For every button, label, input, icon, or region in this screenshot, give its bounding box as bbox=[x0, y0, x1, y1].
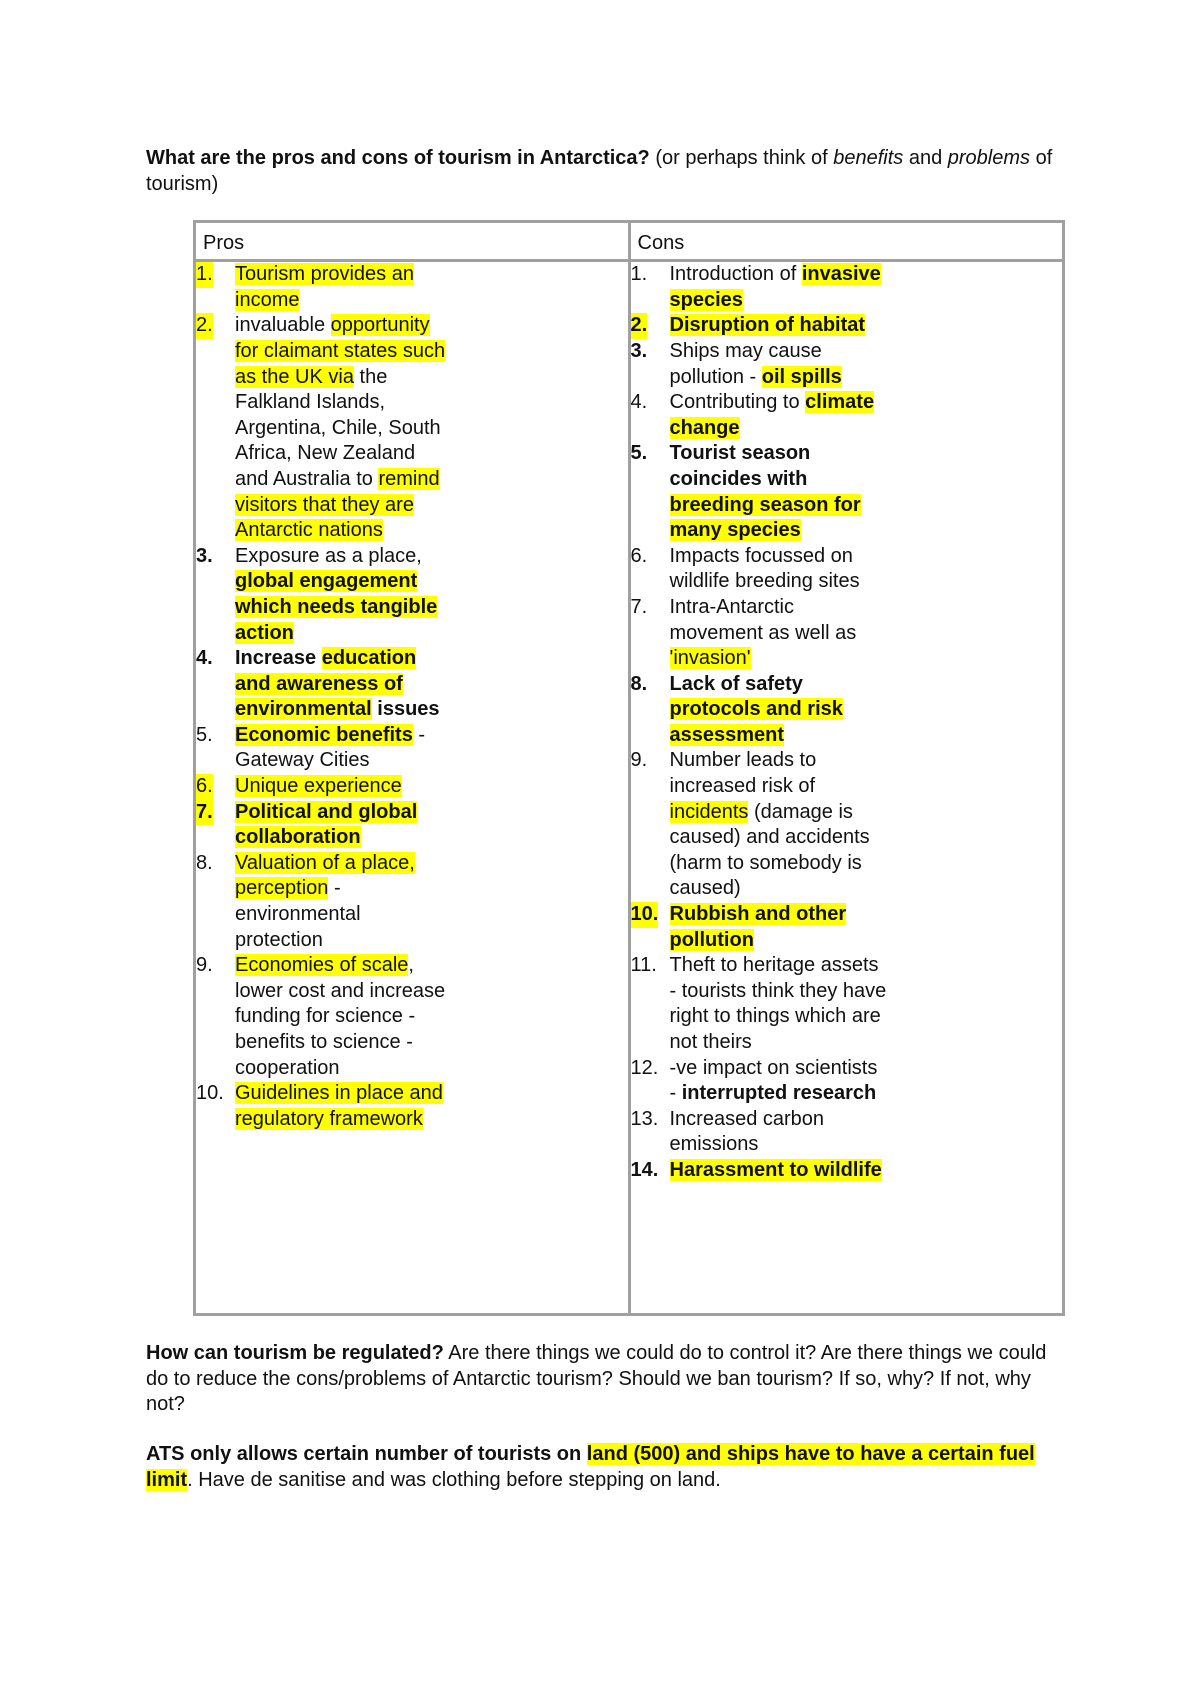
pros-header: Pros bbox=[195, 222, 630, 261]
cons-item-number: 4. bbox=[630, 391, 648, 414]
pros-item-number: 3. bbox=[196, 544, 213, 567]
cons-item-text: incidents bbox=[669, 800, 749, 823]
cons-item bbox=[631, 672, 890, 749]
cons-item-number: 11. bbox=[630, 954, 657, 977]
pros-item-text: - environmental protection bbox=[235, 877, 361, 951]
cons-header: Cons bbox=[629, 222, 1064, 261]
pros-item-text: the Falkland Islands, Argentina, Chile, South Africa, New Zealand and Australia to bbox=[235, 365, 441, 490]
cons-item-text: (damage is caused) and accidents (harm to somebody is caused) bbox=[669, 800, 870, 900]
question-pros-cons: What are the pros and cons of tourism in Antarctica? (or perhaps think of benefits and problems of tourism) bbox=[146, 147, 1053, 195]
cons-item-number: 1. bbox=[630, 263, 648, 286]
cons-item-text: Ships may cause pollution - bbox=[669, 339, 822, 388]
cons-item bbox=[631, 441, 890, 543]
pros-item-number: 7. bbox=[196, 800, 213, 826]
pros-item-text: invaluable bbox=[235, 314, 331, 337]
cons-item-text: Introduction of bbox=[669, 263, 802, 286]
cons-item bbox=[631, 1056, 890, 1107]
pros-item-number: 4. bbox=[196, 647, 213, 670]
cons-item-text: interrupted research bbox=[681, 1082, 877, 1105]
cons-item-text: Lack of safety bbox=[669, 672, 803, 695]
pros-cell bbox=[195, 261, 630, 1315]
pros-item-text: Political and global collaboration bbox=[235, 800, 418, 849]
pros-item bbox=[196, 723, 450, 774]
pros-item-number: 1. bbox=[196, 262, 213, 288]
pros-item-text: remind visitors that they are Antarctic nations bbox=[235, 467, 440, 542]
cons-item bbox=[631, 953, 890, 1055]
pros-item-text: issues bbox=[371, 698, 440, 721]
cons-item bbox=[631, 313, 890, 339]
cons-item bbox=[631, 1158, 890, 1184]
cons-item-text: Impacts focussed on wildlife breeding sites bbox=[669, 544, 860, 593]
pros-item bbox=[196, 774, 450, 800]
cons-item-number: 14. bbox=[630, 1158, 659, 1181]
pros-item-text: Valuation of a place, perception bbox=[235, 851, 415, 900]
pros-item-text: - Gateway Cities bbox=[235, 723, 426, 772]
pros-item-text: global engagement which needs tangible action bbox=[235, 570, 438, 644]
pros-item bbox=[196, 262, 450, 313]
cons-list bbox=[631, 262, 1063, 1183]
pros-item bbox=[196, 544, 450, 646]
cons-item-text: Contributing to bbox=[669, 391, 806, 414]
pros-item bbox=[196, 851, 450, 953]
cons-item-number: 6. bbox=[630, 544, 648, 567]
question-regulation: How can tourism be regulated? Are there things we could do to control it? Are there things we could do to reduce the cons/problems of Antarctic tourism? Should we ban tourism? If so, why? If not, why not? bbox=[146, 1342, 1047, 1416]
cons-item bbox=[631, 1107, 890, 1158]
cons-item-number: 2. bbox=[631, 313, 648, 339]
cons-item-text: Theft to heritage assets - tourists think they have right to things which are not theirs bbox=[669, 954, 887, 1053]
cons-item bbox=[631, 544, 890, 595]
cons-item-number: 8. bbox=[630, 672, 648, 695]
cons-item-text: climate change bbox=[669, 391, 875, 439]
pros-item-number: 5. bbox=[196, 723, 213, 746]
cons-item bbox=[631, 748, 890, 902]
pros-item-text: , lower cost and increase funding for science - benefits to science - cooperation bbox=[235, 954, 446, 1079]
cons-item-number: 13. bbox=[630, 1107, 659, 1130]
pros-item-text: opportunity for claimant states such as the UK via bbox=[235, 314, 446, 388]
pros-item bbox=[196, 313, 450, 543]
answer-paragraph: ATS only allows certain number of tourists on land (500) and ships have to have a certain fuel limit. Have de sanitise and was clothing before stepping on land. bbox=[146, 1442, 1035, 1491]
question-bold: What are the pros and cons of tourism in Antarctica? bbox=[146, 147, 650, 169]
cons-item-text: Disruption of habitat bbox=[669, 314, 866, 337]
pros-item bbox=[196, 953, 450, 1081]
cons-item-text: invasive species bbox=[669, 263, 881, 311]
cons-item-number: 3. bbox=[630, 339, 648, 362]
pros-item-number: 9. bbox=[196, 954, 213, 977]
cons-item bbox=[631, 595, 890, 672]
cons-item-text: Rubbish and other pollution bbox=[669, 903, 847, 951]
cons-item-number: 10. bbox=[631, 902, 659, 928]
cons-item-number: 5. bbox=[630, 442, 648, 465]
pros-item-text: education and awareness of environmental bbox=[235, 647, 417, 721]
cons-item-text: Harassment to wildlife bbox=[669, 1158, 882, 1181]
pros-item-number: 8. bbox=[196, 851, 213, 874]
pros-item-text: Economies of scale bbox=[235, 954, 409, 977]
cons-item-text: 'invasion' bbox=[669, 647, 751, 670]
cons-item-text: Intra-Antarctic movement as well as bbox=[669, 595, 857, 644]
pros-item-text: Tourism provides an income bbox=[235, 263, 414, 311]
cons-item-text: -ve impact on scientists - bbox=[669, 1056, 878, 1105]
pros-list bbox=[196, 262, 628, 1132]
pros-item bbox=[196, 1081, 450, 1132]
cons-item bbox=[631, 339, 890, 390]
cons-item-text: Number leads to increased risk of bbox=[669, 749, 817, 798]
cons-item-number: 9. bbox=[630, 749, 648, 772]
cons-item-number: 12. bbox=[630, 1056, 659, 1079]
pros-item-number: 10. bbox=[196, 1082, 224, 1105]
pros-item-text: Exposure as a place, bbox=[235, 544, 422, 567]
pros-item-text: Economic benefits bbox=[235, 723, 413, 746]
pros-item-text: Guidelines in place and regulatory framework bbox=[235, 1082, 443, 1130]
cons-item-text: Increased carbon emissions bbox=[669, 1107, 825, 1156]
pros-item bbox=[196, 646, 450, 723]
pros-item-number: 6. bbox=[196, 774, 213, 800]
cons-item-text: oil spills bbox=[761, 365, 842, 388]
pros-item-text: Unique experience bbox=[235, 775, 402, 798]
cons-item bbox=[631, 902, 890, 953]
document-page bbox=[146, 146, 1066, 1493]
pros-cons-table bbox=[193, 220, 1065, 1316]
cons-item bbox=[631, 390, 890, 441]
pros-item bbox=[196, 800, 450, 851]
cons-item-text: breeding season for many species bbox=[669, 493, 861, 542]
cons-item-text: Tourist season coincides with bbox=[669, 442, 811, 490]
cons-item bbox=[631, 262, 890, 313]
cons-item-number: 7. bbox=[630, 595, 648, 618]
cons-item-text: protocols and risk assessment bbox=[669, 698, 843, 746]
cons-cell bbox=[629, 261, 1064, 1315]
pros-item-text: Increase bbox=[235, 647, 322, 670]
pros-item-number: 2. bbox=[196, 313, 213, 339]
